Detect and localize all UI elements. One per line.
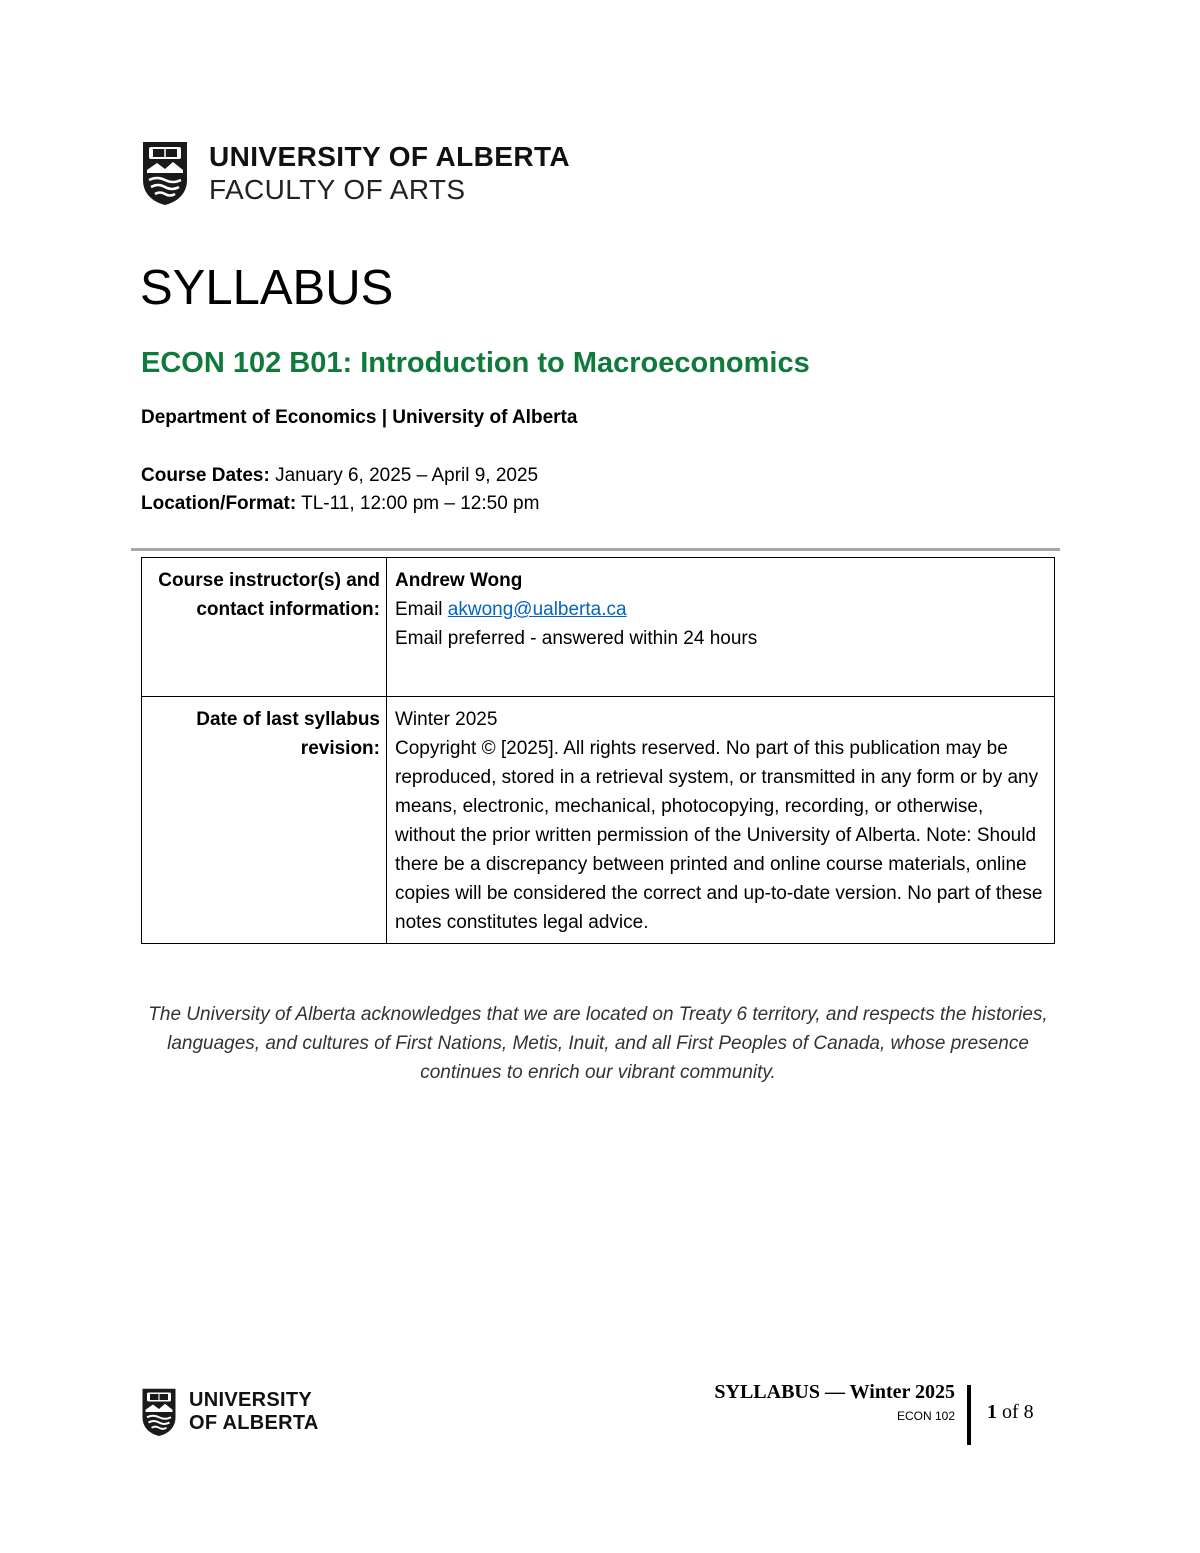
instructor-name: Andrew Wong — [395, 570, 523, 591]
table-row — [142, 558, 1055, 697]
instructor-label: Course instructor(s) and contact information: — [142, 558, 387, 697]
copyright-notice: Copyright © [2025]. All rights reserved. No part of this publication may be reproduced, stored in a retrieval system, or transmitted in any form or by any means, electronic, mechanical, photocopying, recording, or otherwise, without the prior written permission of the University of Alberta. Note: Should there be a discrepancy between printed and online course materials, online copies will be considered the correct and up-to-date version. No part of these notes constitutes legal advice. — [395, 738, 1043, 933]
logo-university-name: UNIVERSITY OF ALBERTA — [209, 141, 571, 172]
page-number — [987, 1401, 1034, 1424]
course-details — [141, 462, 539, 518]
footer-info — [640, 1380, 955, 1424]
footer-logo-line2: OF ALBERTA — [189, 1412, 319, 1434]
instructor-email-link[interactable]: akwong@ualberta.ca — [447, 599, 627, 620]
course-dates-value: January 6, 2025 – April 9, 2025 — [269, 465, 539, 486]
instructor-email-line — [395, 595, 1048, 624]
footer-course-code: ECON 102 — [896, 1409, 955, 1423]
revision-value: Winter 2025 — [395, 709, 498, 730]
location-line — [141, 490, 539, 518]
instructor-info — [387, 558, 1055, 697]
department-line: Department of Economics | University of Alberta — [141, 407, 578, 428]
page-total: of 8 — [997, 1401, 1034, 1423]
location-value: TL-11, 12:00 pm – 12:50 pm — [296, 493, 540, 514]
revision-label: Date of last syllabus revision: — [142, 697, 387, 944]
footer-logo — [141, 1387, 319, 1437]
email-prefix: Email — [395, 599, 448, 620]
university-crest-icon — [141, 1387, 177, 1437]
document-title: SYLLABUS — [140, 261, 394, 315]
footer-logo-line1: UNIVERSITY — [189, 1389, 313, 1411]
course-title: ECON 102 B01: Introduction to Macroeconomics — [141, 347, 810, 379]
revision-info — [387, 697, 1055, 944]
university-crest-icon — [141, 140, 189, 206]
course-dates-line — [141, 462, 539, 490]
land-acknowledgement: The University of Alberta acknowledges that we are located on Treaty 6 territory, and respects the histories, languages, and cultures of First Nations, Metis, Inuit, and all First Peoples of Canada, whose presence continues to enrich our vibrant community. — [148, 1004, 1048, 1083]
horizontal-rule — [131, 548, 1060, 551]
table-row — [142, 697, 1055, 944]
footer-title: SYLLABUS — Winter 2025 — [714, 1381, 955, 1403]
logo-faculty-name: FACULTY OF ARTS — [209, 174, 466, 205]
course-dates-label: Course Dates: — [141, 465, 270, 486]
course-info-table — [141, 557, 1055, 944]
footer-divider — [967, 1385, 971, 1445]
email-note: Email preferred - answered within 24 hours — [395, 628, 758, 649]
location-label: Location/Format: — [141, 493, 297, 514]
university-logo — [141, 140, 570, 206]
page-current: 1 — [987, 1401, 997, 1423]
